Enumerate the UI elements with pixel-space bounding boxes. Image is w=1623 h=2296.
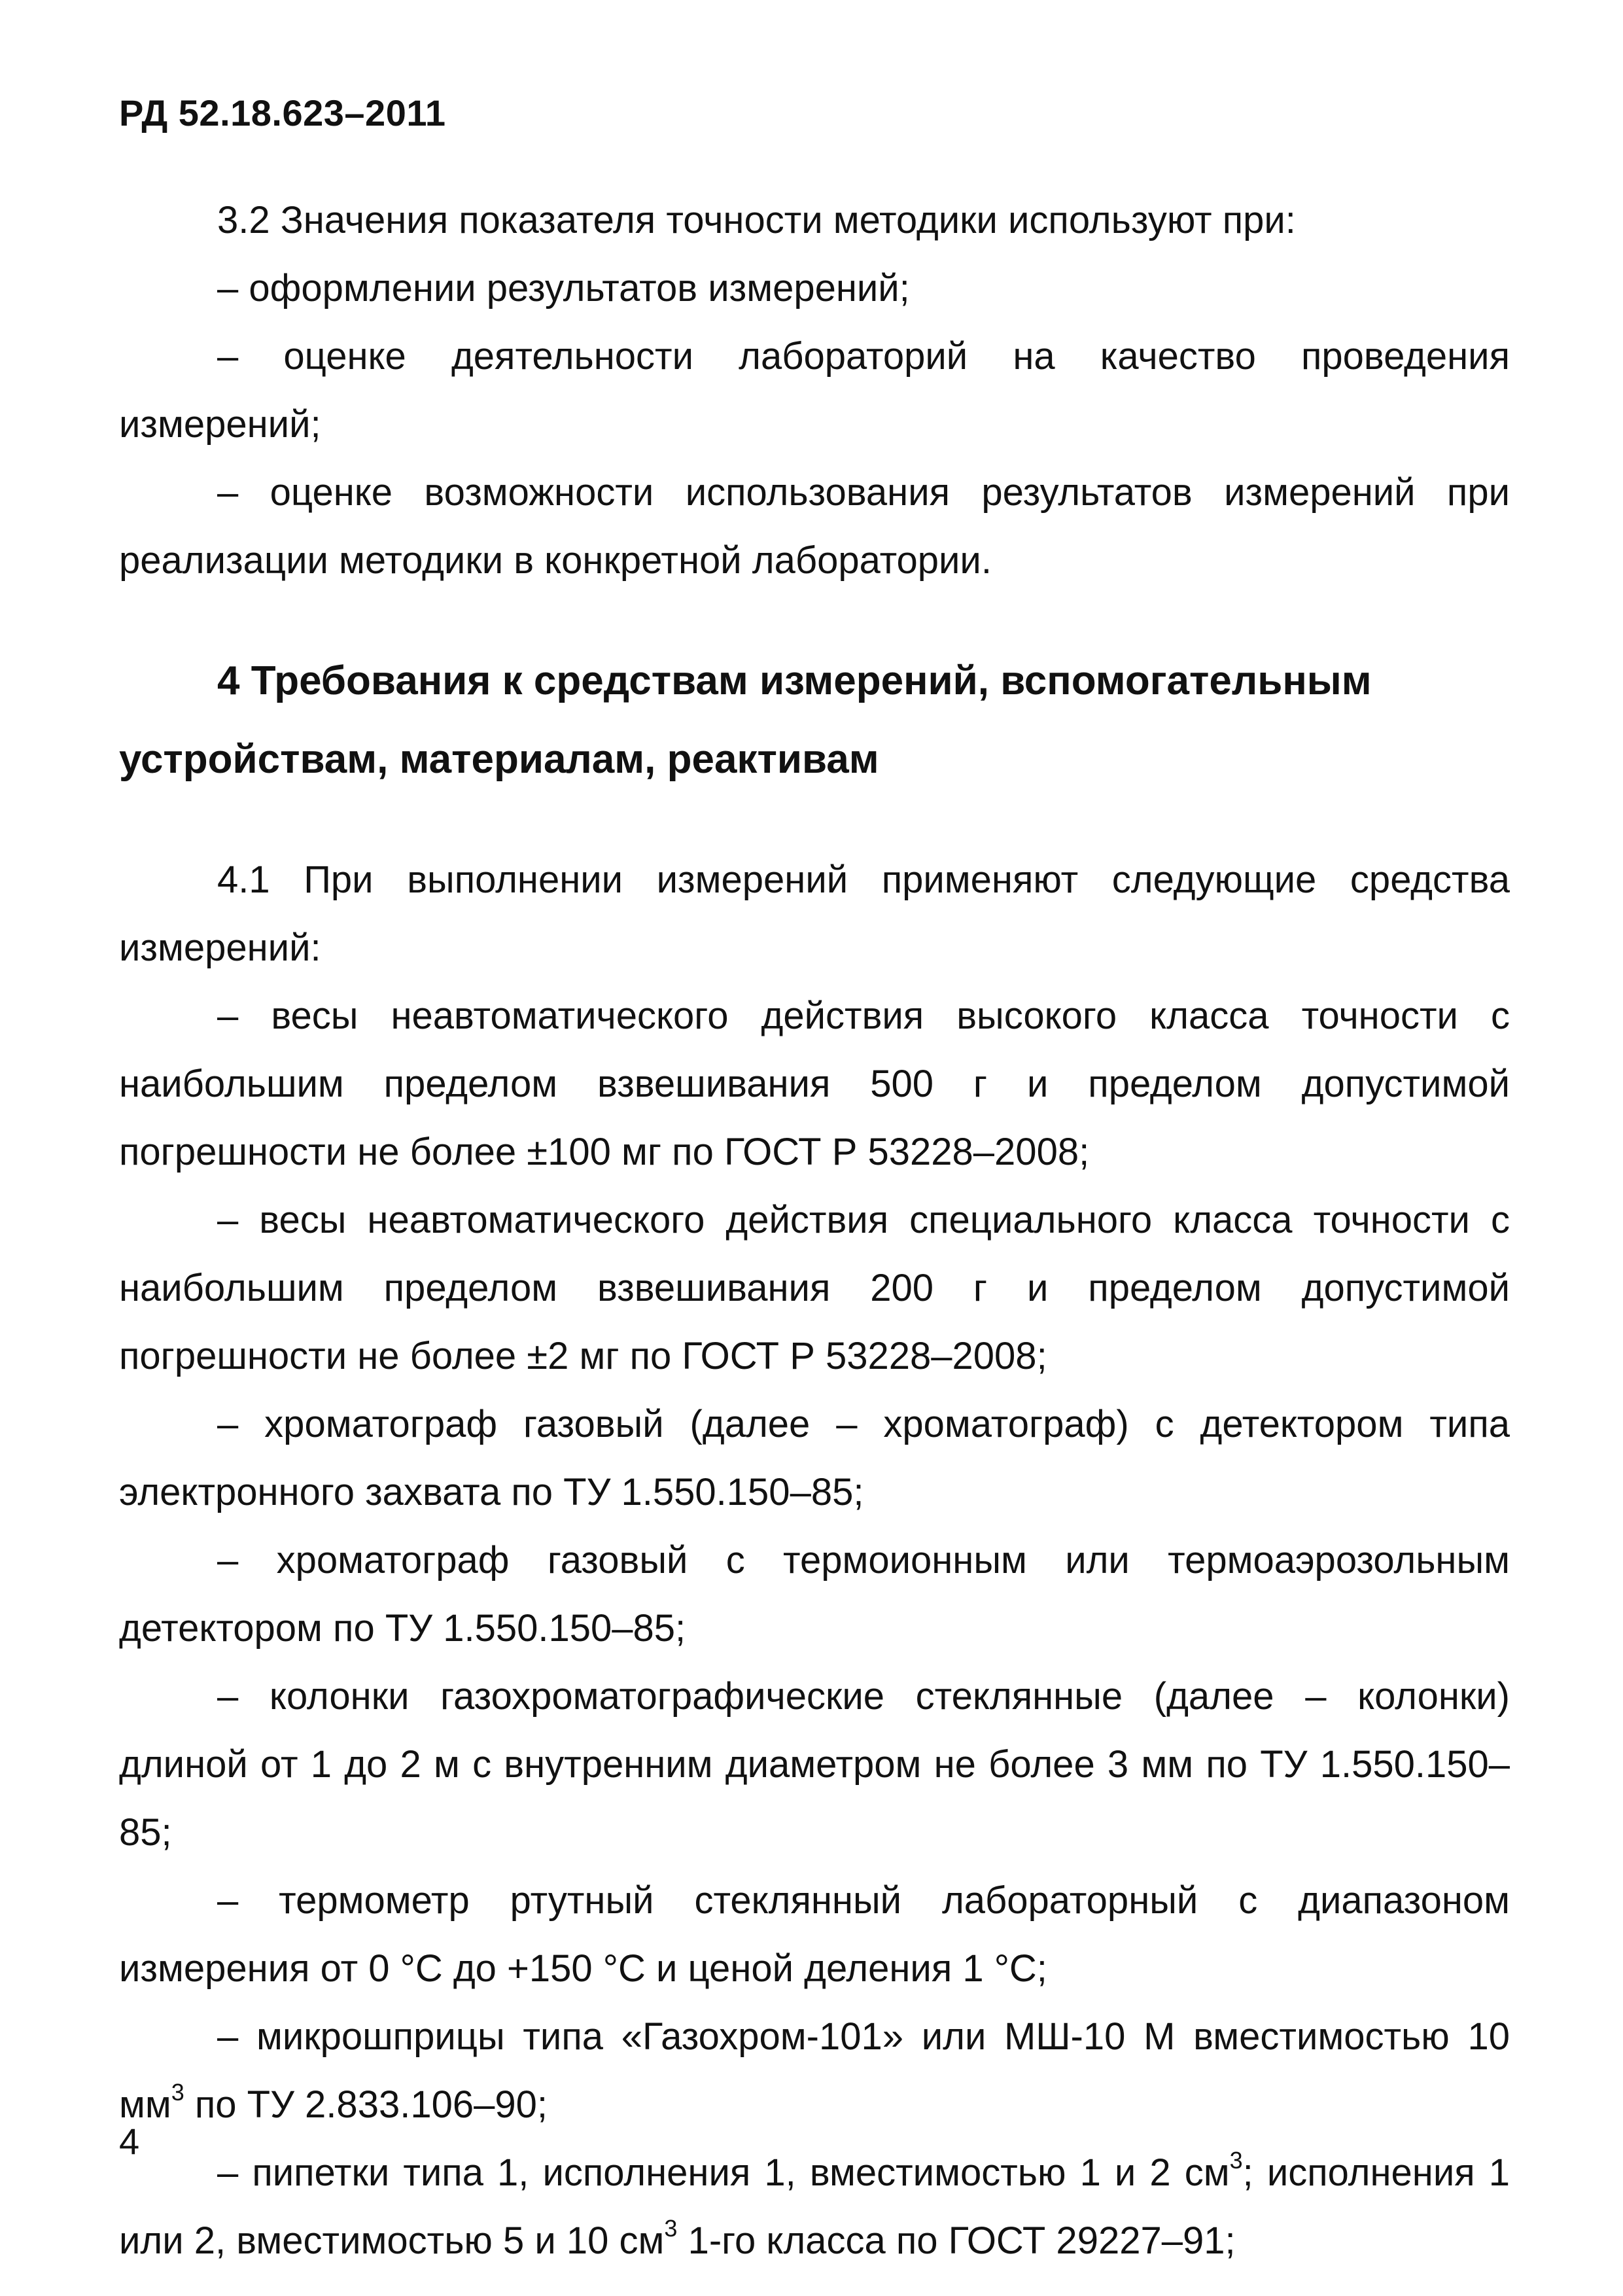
list-item-pipette <box>119 2139 1510 2275</box>
list-item: – оценке возможности использования результатов измерений при реализации методики в конкретной лаборатории. <box>119 471 1510 582</box>
list-item: – оформлении результатов измерений; <box>217 267 910 309</box>
section-4-heading: 4 Требования к средствам измерений, вспомогательным устройствам, материалам, реактивам <box>119 658 1372 782</box>
spacer <box>119 595 1510 642</box>
text-fragment: – пипетки типа 1, исполнения 1, вместимостью 1 и 2 см <box>217 2151 1230 2194</box>
clause-4-1-intro: 4.1 При выполнении измерений применяют следующие средства измерений: <box>119 858 1510 969</box>
clause-3-2-intro: 3.2 Значения показателя точности методики используют при: <box>217 199 1296 241</box>
document-code: РД 52.18.623–2011 <box>119 92 446 133</box>
text-fragment: ; исполнения 1 или 2, вместимостью 5 и 10 см <box>119 2151 1510 2262</box>
spacer <box>119 799 1510 846</box>
list-item: – хроматограф газовый (далее – хроматограф) с детектором типа электронного захвата по ТУ 1.550.150–85; <box>119 1403 1510 1513</box>
superscript: 3 <box>171 2078 184 2106</box>
list-item: – хроматограф газовый с термоионным или термоаэрозольным детектором по ТУ 1.550.150–85; <box>119 1539 1510 1650</box>
list-item: – термометр ртутный стеклянный лабораторный с диапазоном измерения от 0 °С до +150 °С и ценой деления 1 °С; <box>119 1879 1510 1990</box>
page-body <box>119 186 1510 2275</box>
text-fragment: – микрошприцы типа «Газохром-101» или МШ-10 М вместимостью 10 мм <box>119 2015 1510 2126</box>
superscript: 3 <box>1229 2146 1243 2174</box>
list-item: – весы неавтоматического действия специального класса точности с наибольшим пределом взвешивания 200 г и пределом допустимой погрешности не более ±2 мг по ГОСТ Р 53228–2008; <box>119 1199 1510 1377</box>
page-number: 4 <box>119 2121 140 2162</box>
list-item-syringe <box>119 2003 1510 2139</box>
list-item: – весы неавтоматического действия высокого класса точности с наибольшим пределом взвешивания 500 г и пределом допустимой погрешности не более ±100 мг по ГОСТ Р 53228–2008; <box>119 995 1510 1173</box>
list-item: – оценке деятельности лабораторий на качество проведения измерений; <box>119 335 1510 446</box>
text-fragment: по ТУ 2.833.106–90; <box>184 2083 548 2126</box>
superscript: 3 <box>664 2214 678 2242</box>
text-fragment: 1-го класса по ГОСТ 29227–91; <box>677 2219 1236 2262</box>
list-item: – колонки газохроматографические стеклянные (далее – колонки) длиной от 1 до 2 м с внутренним диаметром не более 3 мм по ТУ 1.550.150–85; <box>119 1675 1510 1854</box>
